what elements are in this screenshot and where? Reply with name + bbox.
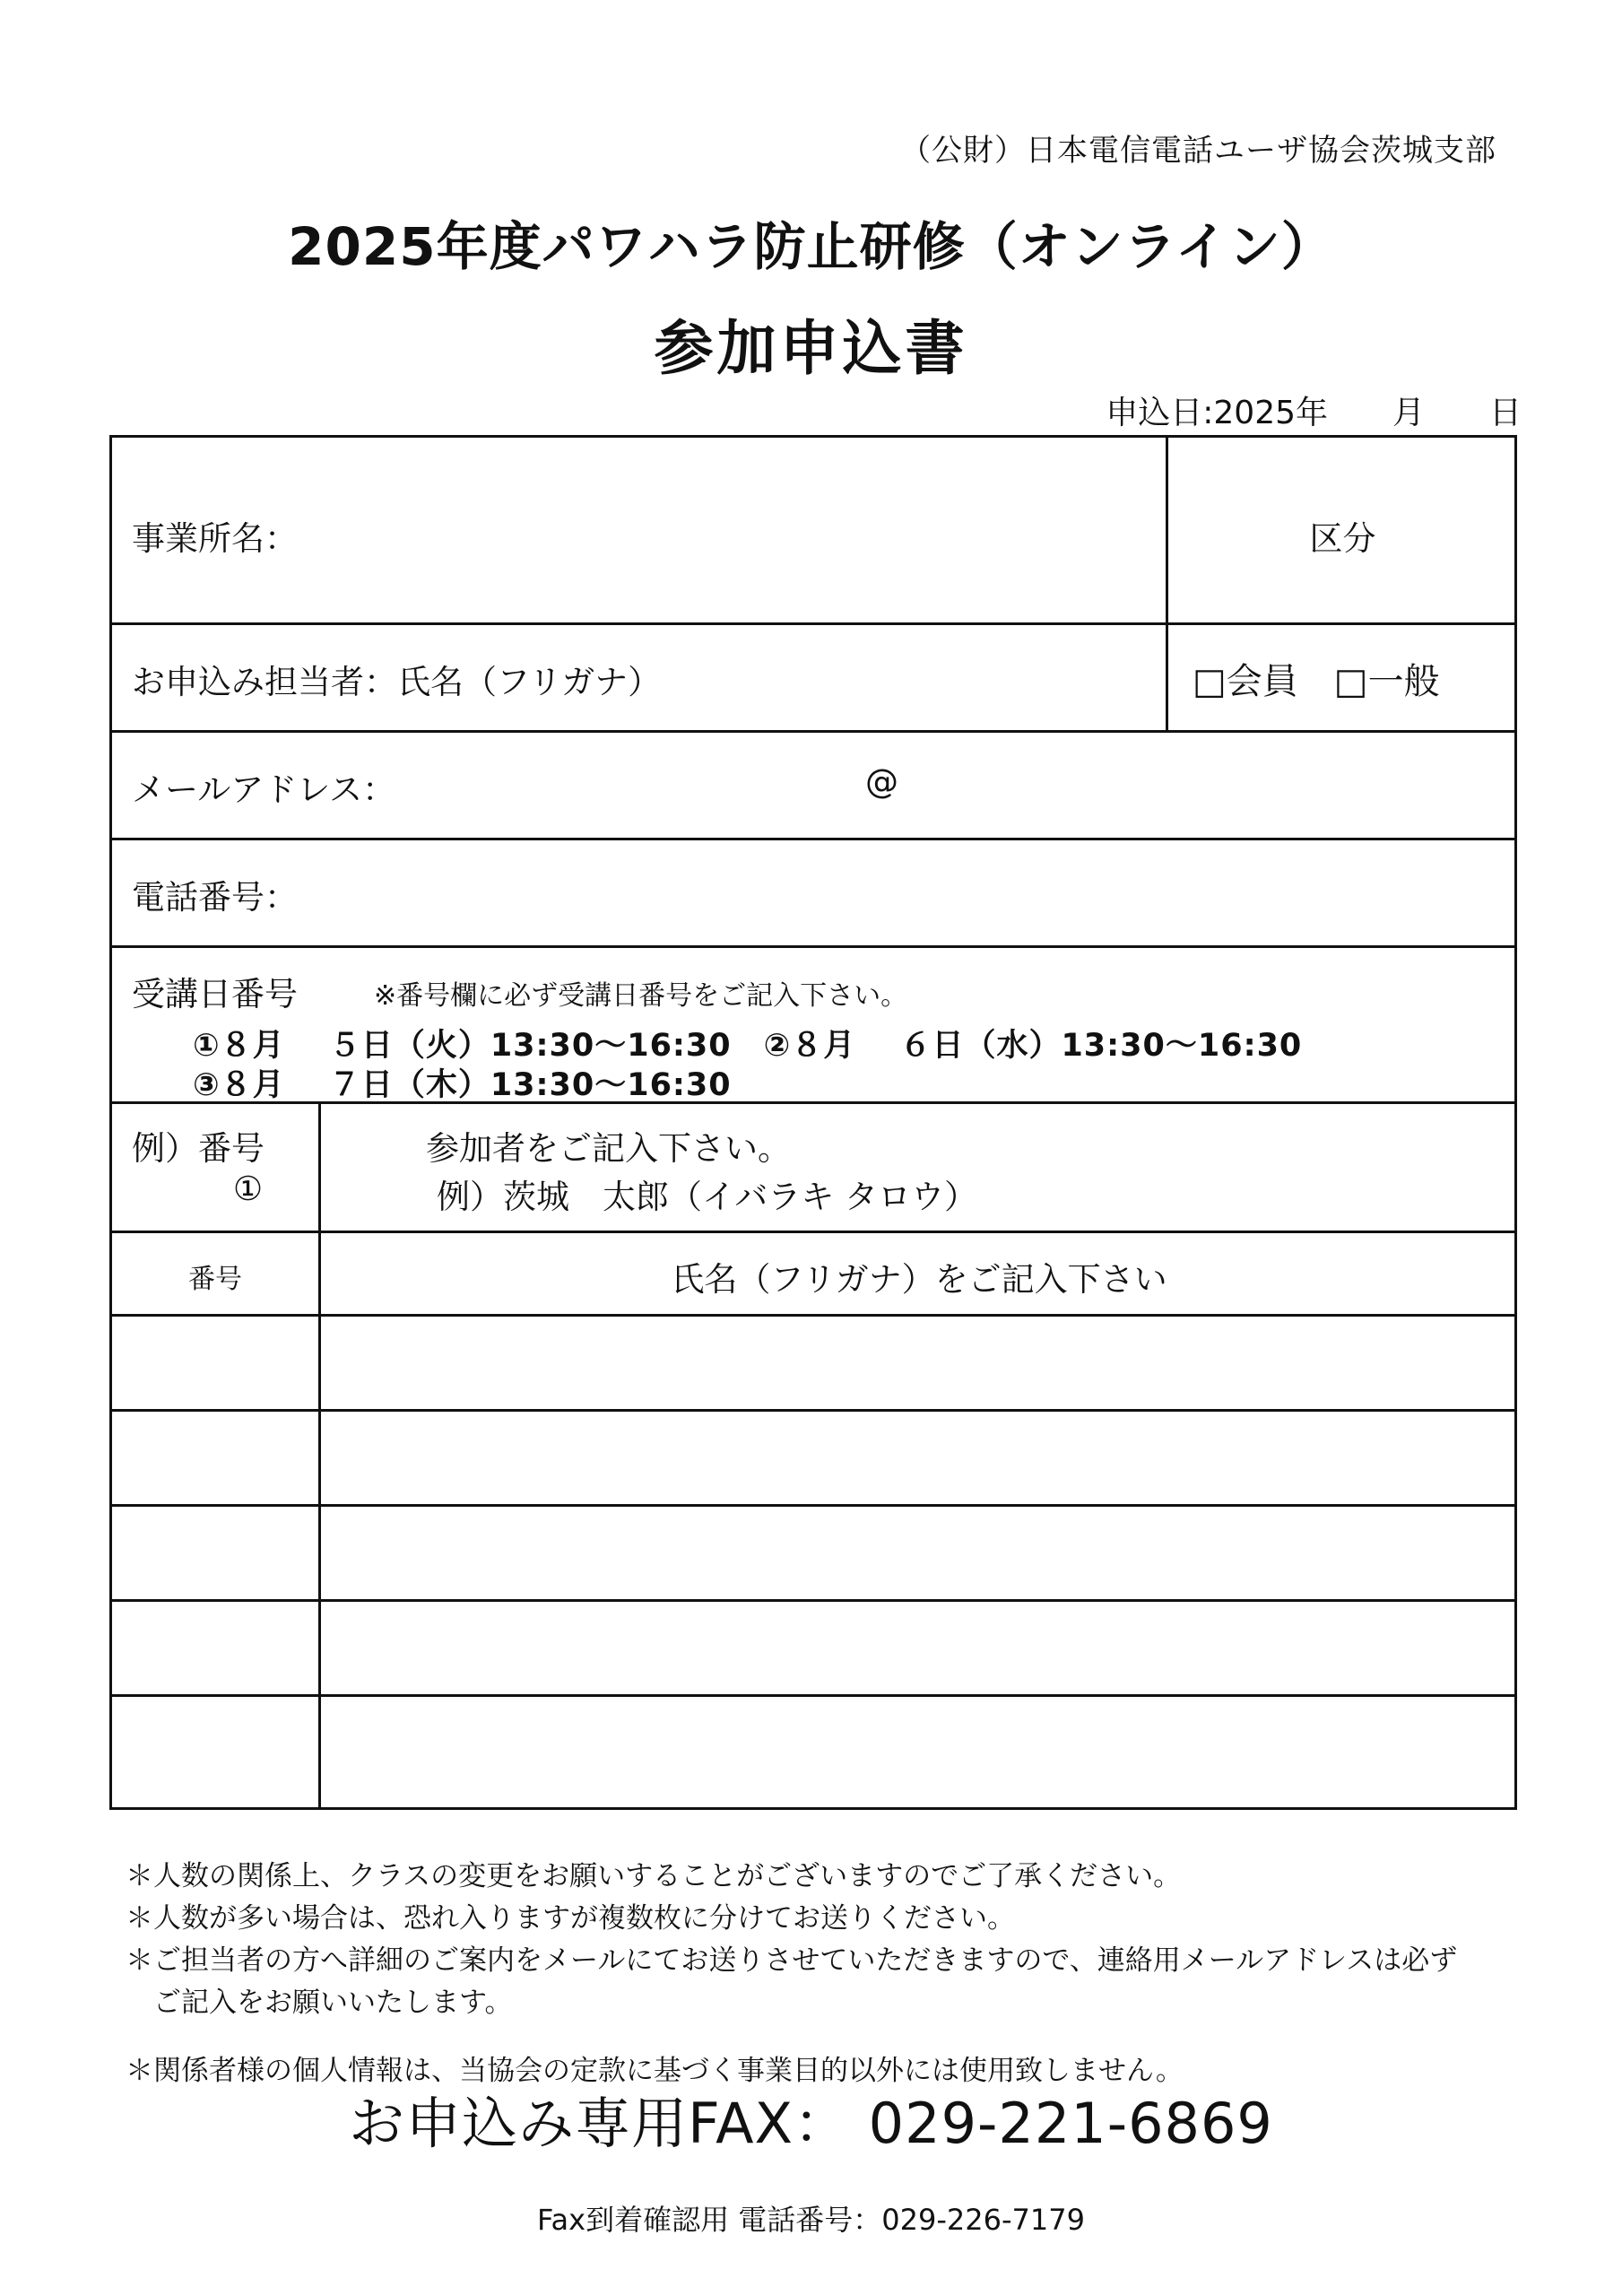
- name-column-header: 氏名（フリガナ）をご記入下さい: [671, 1260, 1167, 1299]
- session-option-line-1: ①８月 ５日（火）13:30～16:30 ②８月 ６日（水）13:30～16:30: [193, 1028, 1303, 1064]
- form-divider: [112, 945, 1514, 948]
- session-option-line-2: ③８月 ７日（木）13:30～16:30: [193, 1067, 732, 1103]
- session-note: ※番号欄に必ず受講日番号をご記入下さい。: [374, 980, 908, 1012]
- participant-entry-row[interactable]: [321, 1697, 1517, 1806]
- participant-entry-row[interactable]: [321, 1317, 1517, 1406]
- application-date: 申込日:2025年 月 日: [1106, 395, 1522, 431]
- note-privacy: ＊関係者様の個人情報は、当協会の定款に基づく事業目的以外には使用致しません。: [126, 2055, 1184, 2087]
- page-title: 2025年度パワハラ防止研修（オンライン）: [288, 216, 1334, 277]
- office-name-label: 事業所名：: [132, 519, 298, 558]
- contact-person-label: お申込み担当者：氏名（フリガナ）: [132, 663, 662, 701]
- form-divider: [112, 1231, 1514, 1233]
- form-divider: [112, 838, 1514, 840]
- example-instruction: 参加者をご記入下さい。: [426, 1129, 791, 1168]
- form-divider: [112, 730, 1514, 733]
- example-number: ①: [233, 1170, 264, 1208]
- note-email-required-cont: ご記入をお願いいたします。: [126, 1987, 513, 2019]
- number-column-header: 番号: [188, 1264, 242, 1295]
- participant-entry-row[interactable]: [321, 1412, 1517, 1501]
- note-email-required: ＊ご担当者の方へ詳細のご案内をメールにてお送りさせていただきますので、連絡用メールアドレスは必ず: [126, 1944, 1458, 1977]
- email-label: メールアドレス：: [132, 770, 396, 809]
- category-column-divider: [1166, 438, 1168, 730]
- category-label: 区分: [1309, 519, 1376, 558]
- note-class-change: ＊人数の関係上、クラスの変更をお願いすることがございますのでご了承ください。: [126, 1860, 1182, 1892]
- participant-entry-row[interactable]: [321, 1507, 1517, 1596]
- organization-name: （公財）日本電信電話ユーザ協会茨城支部: [900, 133, 1496, 169]
- example-name: 例）茨城 太郎（イバラキ タロウ）: [437, 1178, 978, 1216]
- email-at-sign: @: [865, 762, 898, 801]
- application-form: [109, 435, 1517, 1810]
- phone-label: 電話番号：: [132, 878, 298, 917]
- confirmation-phone: Fax到着確認用 電話番号：029-226-7179: [537, 2203, 1085, 2237]
- participant-entry-row[interactable]: [321, 1602, 1517, 1692]
- session-number-label: 受講日番号: [132, 975, 298, 1013]
- example-number-label: 例）番号: [132, 1129, 265, 1168]
- note-multiple-sheets: ＊人数が多い場合は、恐れ入りますが複数枚に分けてお送りください。: [126, 1902, 1015, 1935]
- form-subtitle: 参加申込書: [654, 314, 968, 383]
- category-checkboxes[interactable]: □会員 □一般: [1193, 661, 1440, 702]
- fax-number: お申込み専用FAX： 029-221-6869: [349, 2091, 1273, 2156]
- form-divider: [112, 622, 1514, 625]
